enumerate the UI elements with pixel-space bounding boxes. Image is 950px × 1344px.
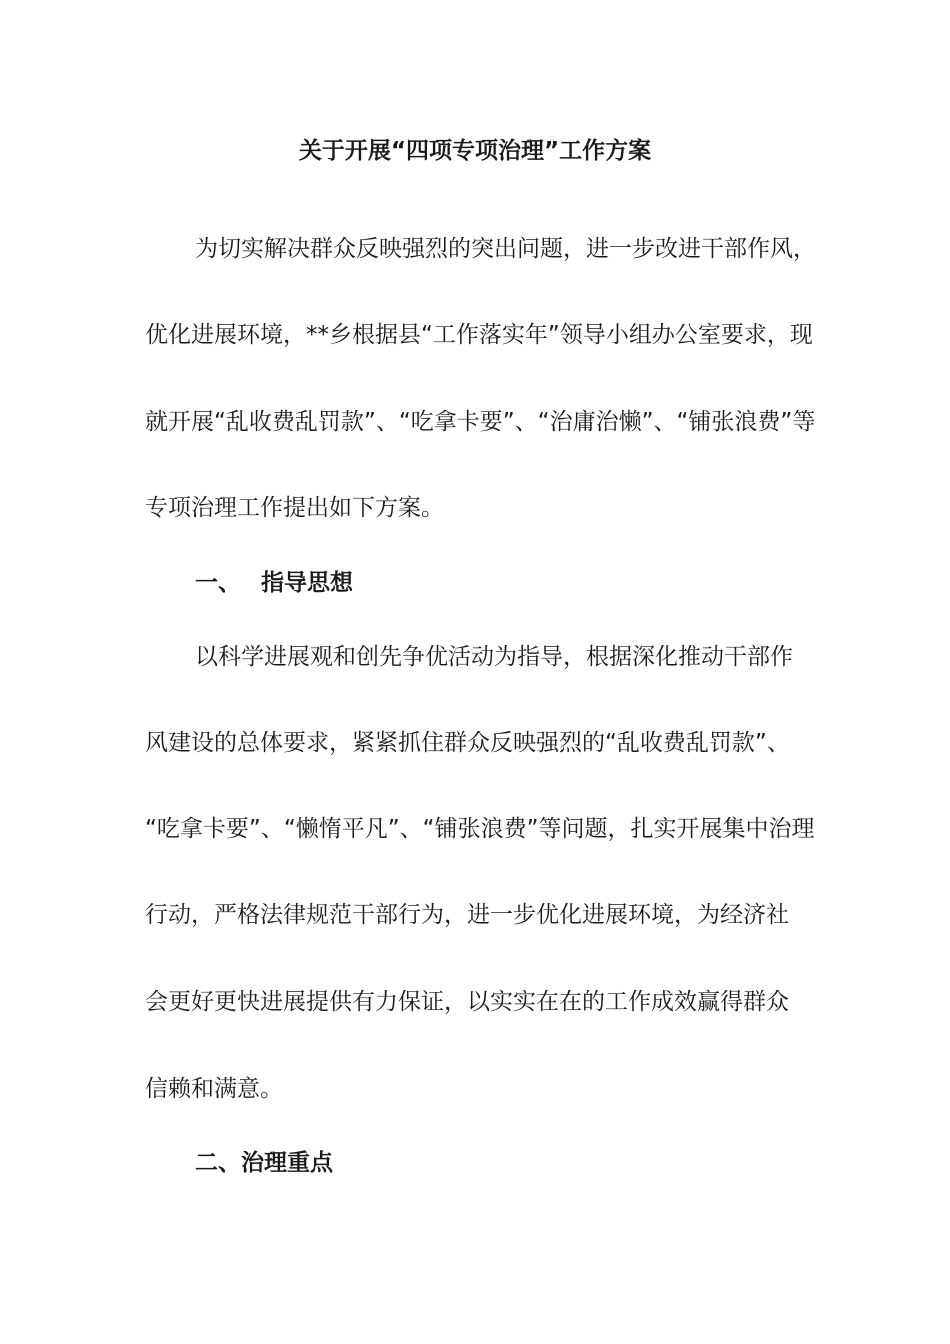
section-1-line-5: 会更好更快进展提供有力保证，以实实在在的工作成效赢得群众 <box>145 989 789 1015</box>
section-1-line-4: 行动，严格法律规范干部行为，进一步优化进展环境，为经济社 <box>145 902 789 928</box>
section-2-heading: 二、治理重点 <box>195 1150 333 1176</box>
intro-line-1: 为切实解决群众反映强烈的突出问题，进一步改进干部作风， <box>195 236 816 262</box>
document-title: 关于开展“四项专项治理”工作方案 <box>298 138 652 164</box>
section-1-line-6: 信赖和满意。 <box>145 1076 283 1102</box>
section-1-heading <box>195 566 875 600</box>
intro-line-2: 优化进展环境，**乡根据县“工作落实年”领导小组办公室要求，现 <box>145 322 813 348</box>
section-1-line-3: “吃拿卡要”、“懒惰平凡”、“铺张浪费”等问题，扎实开展集中治理 <box>145 816 815 842</box>
section-1-number: 一、 <box>195 570 241 596</box>
section-1-line-2: 风建设的总体要求，紧紧抓住群众反映强烈的“乱收费乱罚款”、 <box>145 730 790 756</box>
intro-line-3: 就开展“乱收费乱罚款”、“吃拿卡要”、“治庸治懒”、“铺张浪费”等 <box>145 409 816 435</box>
section-1-line-1: 以科学进展观和创先争优活动为指导，根据深化推动干部作 <box>195 644 793 670</box>
section-1-title: 指导思想 <box>261 570 353 596</box>
intro-line-4: 专项治理工作提出如下方案。 <box>145 495 444 521</box>
